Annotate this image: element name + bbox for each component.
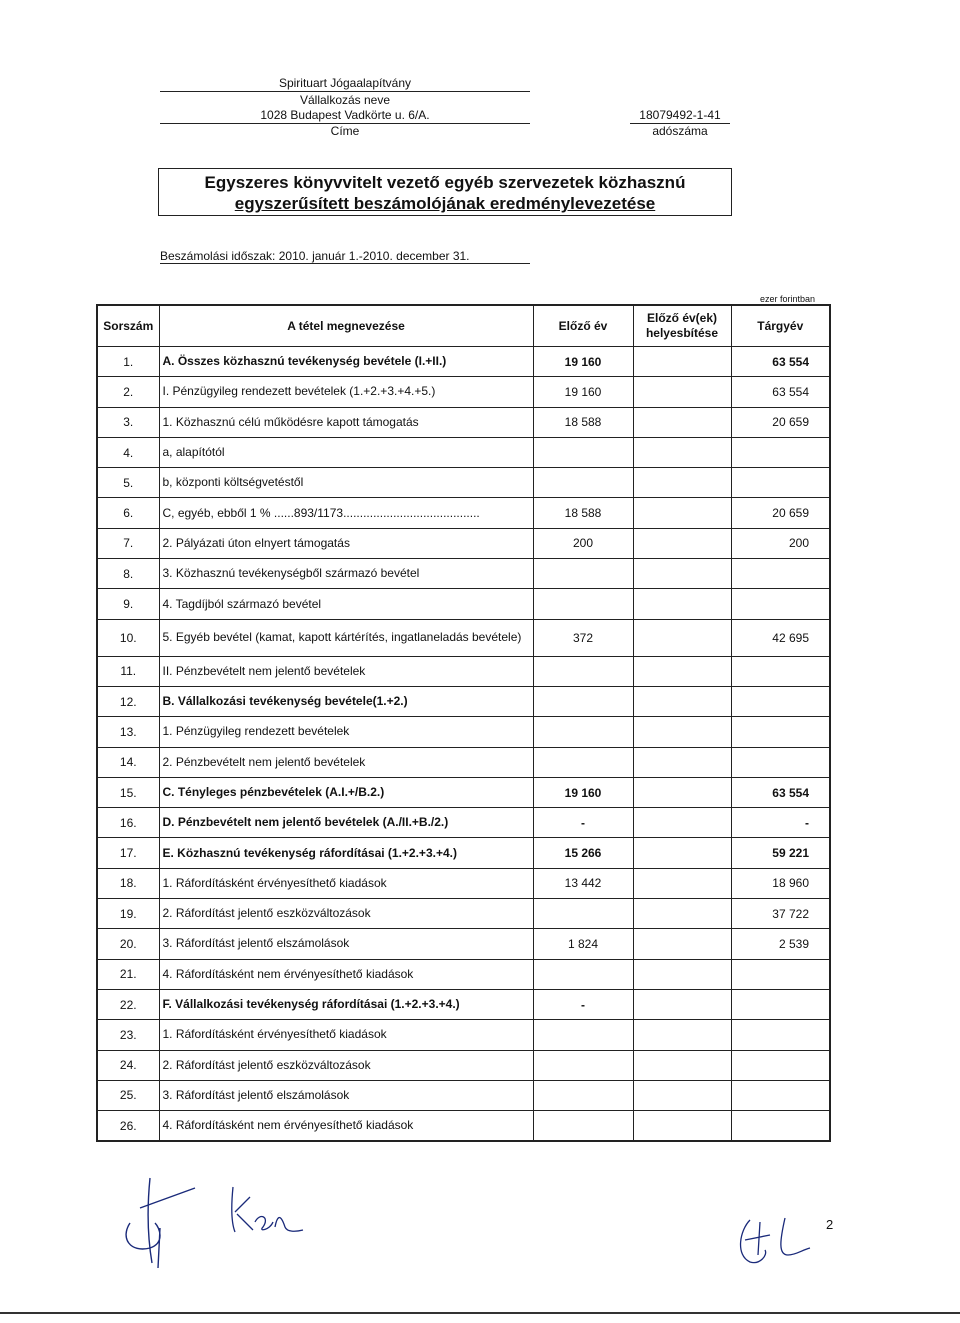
row-current-year [731, 1050, 830, 1080]
row-number: 14. [97, 747, 159, 777]
row-description: 3. Ráfordítást jelentő elszámolások [159, 929, 533, 959]
income-statement-table [96, 304, 831, 1142]
row-description: 4. Tagdíjból származó bevétel [159, 589, 533, 619]
row-previous-year [533, 1111, 633, 1142]
row-number: 23. [97, 1020, 159, 1050]
row-number: 25. [97, 1080, 159, 1110]
row-number: 2. [97, 377, 159, 407]
table-body [97, 347, 830, 1142]
table-row [97, 808, 830, 838]
row-previous-correction [633, 347, 731, 377]
row-description: 4. Ráfordításként nem érvényesíthető kiadások [159, 959, 533, 989]
table-row [97, 1020, 830, 1050]
row-previous-correction [633, 959, 731, 989]
row-previous-correction [633, 1050, 731, 1080]
org-name: Spirituart Jógaalapítvány [278, 76, 412, 90]
row-number: 6. [97, 498, 159, 528]
row-previous-year: 200 [533, 528, 633, 558]
row-description: 1. Pénzügyileg rendezett bevételek [159, 717, 533, 747]
signature-3-icon [730, 1210, 820, 1270]
row-previous-correction [633, 686, 731, 716]
row-description: 2. Pénzbevételt nem jelentő bevételek [159, 747, 533, 777]
row-current-year [731, 959, 830, 989]
row-description: D. Pénzbevételt nem jelentő bevételek (A./II.+B./2.) [159, 808, 533, 838]
row-description: I. Pénzügyileg rendezett bevételek (1.+2.+3.+4.+5.) [159, 377, 533, 407]
table-row [97, 347, 830, 377]
table-row [97, 899, 830, 929]
table-row [97, 838, 830, 868]
row-previous-year: 19 160 [533, 377, 633, 407]
row-number: 9. [97, 589, 159, 619]
row-previous-year [533, 686, 633, 716]
row-description: 2. Ráfordítást jelentő eszközváltozások [159, 1050, 533, 1080]
row-previous-correction [633, 899, 731, 929]
row-current-year: 63 554 [731, 377, 830, 407]
row-previous-year [533, 1020, 633, 1050]
row-previous-correction [633, 1020, 731, 1050]
row-description: 5. Egyéb bevétel (kamat, kapott kártérítés, ingatlaneladás bevétele) [159, 619, 533, 656]
org-name-underline [160, 91, 530, 92]
org-address: 1028 Budapest Vadkörte u. 6/A. [260, 108, 430, 122]
row-previous-correction [633, 989, 731, 1019]
row-number: 15. [97, 777, 159, 807]
row-current-year: - [731, 808, 830, 838]
row-current-year [731, 686, 830, 716]
table-row [97, 777, 830, 807]
row-number: 10. [97, 619, 159, 656]
row-previous-correction [633, 498, 731, 528]
row-number: 8. [97, 559, 159, 589]
row-number: 16. [97, 808, 159, 838]
row-description: 1. Ráfordításként érvényesíthető kiadások [159, 868, 533, 898]
table-header-row [97, 305, 830, 347]
row-number: 18. [97, 868, 159, 898]
document-title-line2: egyszerűsített beszámolójának eredménylevezetése [234, 194, 656, 213]
row-current-year: 59 221 [731, 838, 830, 868]
row-previous-year [533, 959, 633, 989]
row-current-year [731, 717, 830, 747]
row-description: 1. Közhasznú célú működésre kapott támogatás [159, 407, 533, 437]
row-current-year: 2 539 [731, 929, 830, 959]
table-row [97, 959, 830, 989]
reporting-period-underline [160, 263, 530, 264]
row-previous-correction [633, 656, 731, 686]
row-current-year [731, 559, 830, 589]
table-row [97, 589, 830, 619]
tax-number: 18079492-1-41 [639, 108, 721, 122]
header-previous-correction: Előző év(ek) helyesbítése [633, 305, 731, 347]
row-previous-year: 1 824 [533, 929, 633, 959]
row-current-year: 37 722 [731, 899, 830, 929]
row-previous-year: 13 442 [533, 868, 633, 898]
row-current-year: 42 695 [731, 619, 830, 656]
table-row [97, 468, 830, 498]
row-description: a, alapítótól [159, 437, 533, 467]
table-row [97, 559, 830, 589]
row-current-year [731, 437, 830, 467]
row-previous-correction [633, 589, 731, 619]
row-current-year [731, 468, 830, 498]
row-number: 24. [97, 1050, 159, 1080]
org-name-label: Vállalkozás neve [299, 93, 391, 107]
row-previous-correction [633, 868, 731, 898]
row-description: 4. Ráfordításként nem érvényesíthető kiadások [159, 1111, 533, 1142]
table-row [97, 437, 830, 467]
row-previous-year: 18 588 [533, 498, 633, 528]
document-title-line1: Egyszeres könyvvitelt vezető egyéb szervezetek közhasznú [204, 173, 686, 192]
table-row [97, 989, 830, 1019]
row-previous-correction [633, 528, 731, 558]
row-number: 21. [97, 959, 159, 989]
row-number: 22. [97, 989, 159, 1019]
currency-unit-note: ezer forintban [760, 294, 816, 304]
table-row [97, 717, 830, 747]
row-description: C, egyéb, ebből 1 % ......893/1173......................................... [159, 498, 533, 528]
row-previous-correction [633, 808, 731, 838]
table-row [97, 656, 830, 686]
row-current-year [731, 656, 830, 686]
row-current-year [731, 1080, 830, 1110]
row-current-year [731, 1020, 830, 1050]
row-previous-year [533, 899, 633, 929]
row-number: 4. [97, 437, 159, 467]
row-previous-year [533, 717, 633, 747]
row-previous-correction [633, 1080, 731, 1110]
row-number: 26. [97, 1111, 159, 1142]
row-number: 19. [97, 899, 159, 929]
row-previous-year [533, 589, 633, 619]
row-previous-year [533, 559, 633, 589]
signature-1-icon [110, 1168, 210, 1268]
row-number: 3. [97, 407, 159, 437]
header-previous-year: Előző év [533, 305, 633, 347]
page-number: 2 [826, 1217, 834, 1232]
row-previous-year [533, 747, 633, 777]
document-title [159, 172, 731, 214]
table-row [97, 1080, 830, 1110]
row-description: A. Összes közhasznú tevékenység bevétele (I.+II.) [159, 347, 533, 377]
row-description: b, központi költségvetéstől [159, 468, 533, 498]
table-row [97, 528, 830, 558]
row-previous-year: - [533, 989, 633, 1019]
row-previous-correction [633, 559, 731, 589]
row-previous-year: 19 160 [533, 347, 633, 377]
row-previous-year: 19 160 [533, 777, 633, 807]
row-previous-year: - [533, 808, 633, 838]
table-row [97, 929, 830, 959]
row-description: 2. Ráfordítást jelentő eszközváltozások [159, 899, 533, 929]
row-description: F. Vállalkozási tevékenység ráfordításai (1.+2.+3.+4.) [159, 989, 533, 1019]
row-number: 11. [97, 656, 159, 686]
table-row [97, 377, 830, 407]
row-description: E. Közhasznú tevékenység ráfordításai (1.+2.+3.+4.) [159, 838, 533, 868]
signature-2-icon [225, 1182, 305, 1242]
row-number: 17. [97, 838, 159, 868]
row-current-year [731, 589, 830, 619]
header-item-name: A tétel megnevezése [159, 305, 533, 347]
row-current-year: 63 554 [731, 777, 830, 807]
row-previous-correction [633, 437, 731, 467]
row-previous-correction [633, 929, 731, 959]
table-row [97, 498, 830, 528]
org-address-label: Címe [330, 124, 360, 138]
row-description: 3. Közhasznú tevékenységből származó bevétel [159, 559, 533, 589]
row-previous-year [533, 437, 633, 467]
page-bottom-rule [0, 1312, 960, 1314]
header-current-year: Tárgyév [731, 305, 830, 347]
row-previous-year [533, 656, 633, 686]
row-previous-correction [633, 619, 731, 656]
row-previous-year: 18 588 [533, 407, 633, 437]
row-description: 2. Pályázati úton elnyert támogatás [159, 528, 533, 558]
row-description: 1. Ráfordításként érvényesíthető kiadások [159, 1020, 533, 1050]
row-current-year: 63 554 [731, 347, 830, 377]
row-current-year: 200 [731, 528, 830, 558]
table-row [97, 1050, 830, 1080]
row-description: II. Pénzbevételt nem jelentő bevételek [159, 656, 533, 686]
row-previous-correction [633, 468, 731, 498]
header-serial: Sorszám [97, 305, 159, 347]
row-number: 12. [97, 686, 159, 716]
row-previous-year [533, 468, 633, 498]
table-row [97, 619, 830, 656]
row-previous-year: 15 266 [533, 838, 633, 868]
row-previous-correction [633, 717, 731, 747]
row-previous-correction [633, 407, 731, 437]
row-number: 20. [97, 929, 159, 959]
row-description: C. Tényleges pénzbevételek (A.I.+/B.2.) [159, 777, 533, 807]
row-current-year [731, 747, 830, 777]
table-row [97, 1111, 830, 1142]
row-previous-correction [633, 777, 731, 807]
table-row [97, 686, 830, 716]
table-row [97, 868, 830, 898]
row-current-year: 18 960 [731, 868, 830, 898]
row-previous-correction [633, 747, 731, 777]
row-number: 7. [97, 528, 159, 558]
row-number: 1. [97, 347, 159, 377]
row-previous-year [533, 1050, 633, 1080]
table-row [97, 407, 830, 437]
row-description: B. Vállalkozási tevékenység bevétele(1.+2.) [159, 686, 533, 716]
row-number: 5. [97, 468, 159, 498]
row-previous-correction [633, 1111, 731, 1142]
row-current-year [731, 989, 830, 1019]
document-title-box [158, 168, 732, 216]
row-current-year: 20 659 [731, 498, 830, 528]
row-number: 13. [97, 717, 159, 747]
row-current-year [731, 1111, 830, 1142]
row-previous-correction [633, 377, 731, 407]
row-previous-year: 372 [533, 619, 633, 656]
reporting-period: Beszámolási időszak: 2010. január 1.-2010. december 31. [160, 249, 470, 263]
table-row [97, 747, 830, 777]
row-description: 3. Ráfordítást jelentő elszámolások [159, 1080, 533, 1110]
row-previous-year [533, 1080, 633, 1110]
row-previous-correction [633, 838, 731, 868]
tax-number-label: adószáma [652, 124, 708, 138]
row-current-year: 20 659 [731, 407, 830, 437]
